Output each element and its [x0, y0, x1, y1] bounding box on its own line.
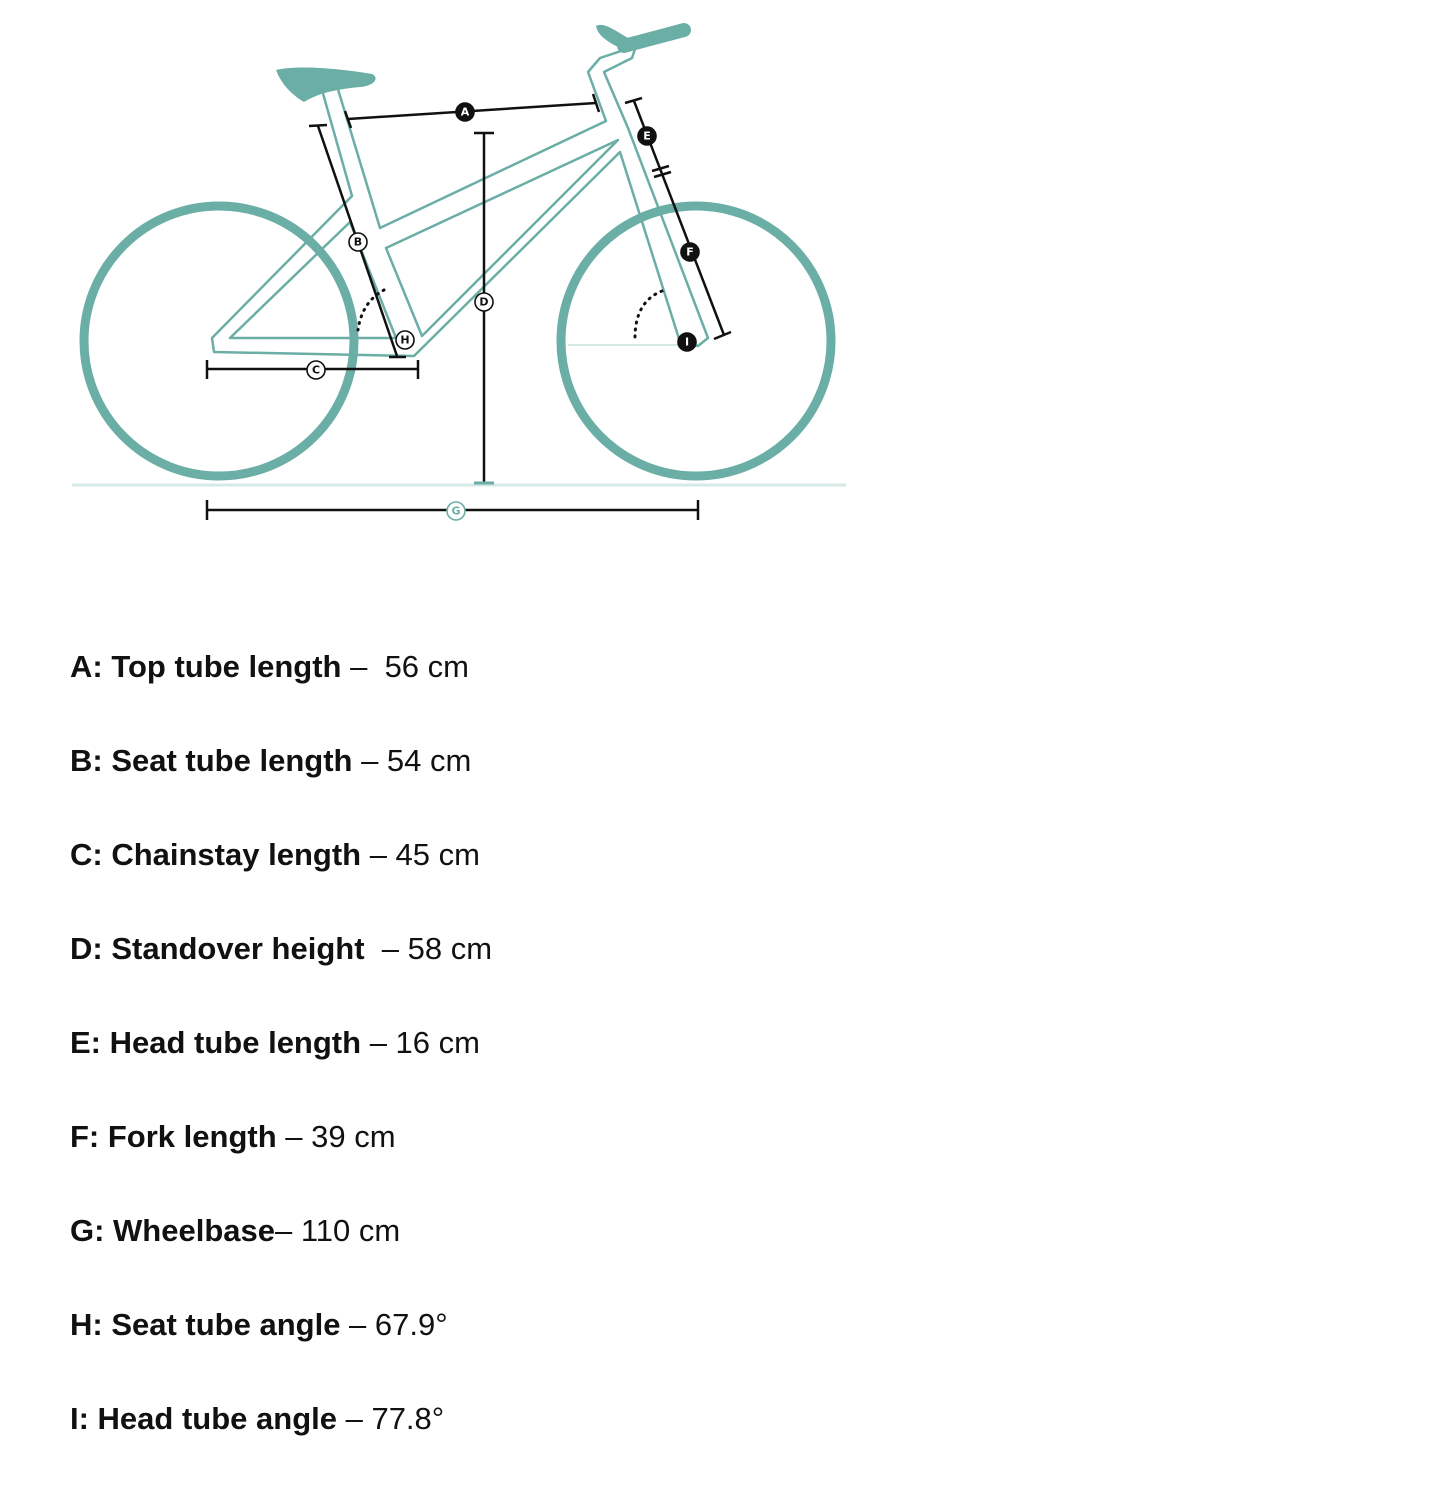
svg-text:I: I — [684, 335, 690, 349]
svg-text:G: G — [451, 504, 461, 518]
spec-label: E: Head tube length — [70, 1025, 362, 1060]
spec-value: – 16 cm — [361, 1025, 480, 1060]
spec-standover-height — [70, 922, 492, 1016]
spec-value: – 58 cm — [364, 931, 493, 966]
svg-text:D: D — [479, 295, 489, 309]
spec-seat-tube-length — [70, 734, 492, 828]
spec-label: F: Fork length — [70, 1119, 277, 1154]
svg-text:H: H — [400, 333, 410, 347]
marker-a — [456, 103, 474, 121]
spec-value: – 56 cm — [341, 649, 469, 684]
head-tube-angle-arc — [635, 291, 662, 341]
spec-chainstay-length — [70, 828, 492, 922]
spec-label: G: Wheelbase — [70, 1213, 275, 1248]
spec-label: B: Seat tube length — [70, 743, 353, 778]
marker-g — [447, 502, 465, 520]
spec-top-tube-length — [70, 640, 492, 734]
marker-i — [678, 333, 696, 351]
svg-text:F: F — [686, 245, 694, 259]
spec-wheelbase — [70, 1204, 492, 1298]
spec-head-tube-angle — [70, 1392, 492, 1486]
rear-wheel — [84, 206, 354, 476]
spec-label: I: Head tube angle — [70, 1401, 337, 1436]
saddle — [276, 67, 376, 102]
spec-value: – 39 cm — [276, 1119, 396, 1154]
svg-text:E: E — [643, 129, 651, 143]
spec-value: – 77.8° — [336, 1401, 445, 1436]
marker-f — [681, 243, 699, 261]
marker-c — [307, 361, 325, 379]
marker-b — [349, 233, 367, 251]
marker-d — [475, 293, 493, 311]
spec-head-tube-length — [70, 1016, 492, 1110]
spec-label: H: Seat tube angle — [70, 1307, 341, 1342]
bike-geometry-diagram — [0, 0, 900, 560]
handlebar — [624, 30, 684, 46]
spec-value: – 45 cm — [361, 837, 480, 872]
spec-value: – 110 cm — [275, 1213, 401, 1248]
marker-h — [396, 331, 414, 349]
spec-value: – 54 cm — [352, 743, 472, 778]
svg-text:A: A — [460, 105, 470, 119]
marker-e — [638, 127, 656, 145]
geometry-spec-list — [70, 640, 492, 1486]
svg-text:C: C — [311, 363, 321, 377]
spec-seat-tube-angle — [70, 1298, 492, 1392]
spec-fork-length — [70, 1110, 492, 1204]
spec-value: – 67.9° — [340, 1307, 448, 1342]
spec-label: C: Chainstay length — [70, 837, 362, 872]
spec-label: D: Standover height — [70, 931, 365, 966]
svg-text:B: B — [353, 235, 363, 249]
spec-label: A: Top tube length — [70, 649, 342, 684]
bike-frame — [212, 46, 708, 356]
